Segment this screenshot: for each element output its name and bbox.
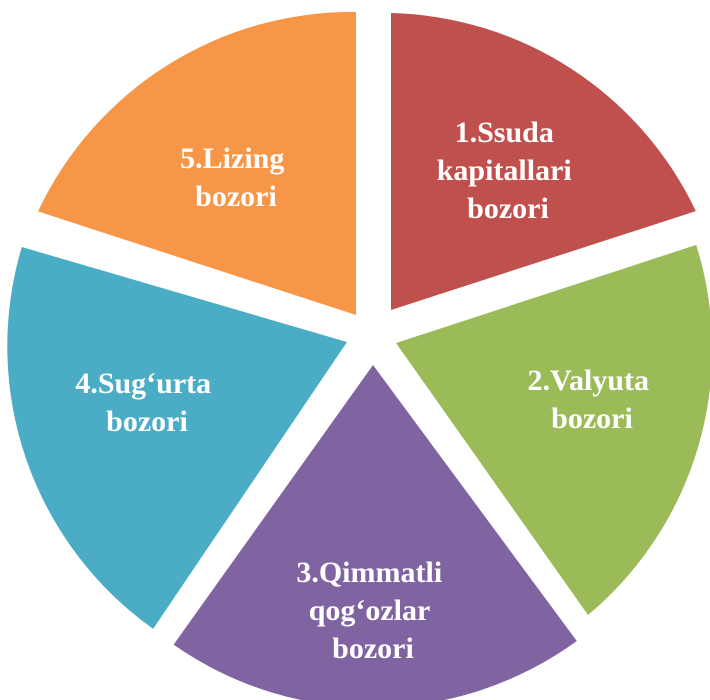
segment-4-label-line-2: bozori [106,405,188,438]
segment-4-label-line-1: 4.Sug‘urta [75,367,212,400]
segment-3-label-line-1: 3.Qimmatli [296,556,443,589]
segment-2-label-line-1: 2.Valyuta [527,364,649,397]
segment-3-label-line-3: bozori [332,632,414,665]
segment-2-label-line-2: bozori [551,402,633,435]
segment-1-label-line-3: bozori [467,192,549,225]
segment-5-label-line-1: 5.Lizing [180,142,285,175]
segment-3-label-line-2: qog‘ozlar [308,594,430,627]
segment-5-label-line-2: bozori [195,180,277,213]
segment-1-label-line-1: 1.Ssuda [454,116,554,149]
segment-1-label-line-2: kapitallari [436,154,572,187]
